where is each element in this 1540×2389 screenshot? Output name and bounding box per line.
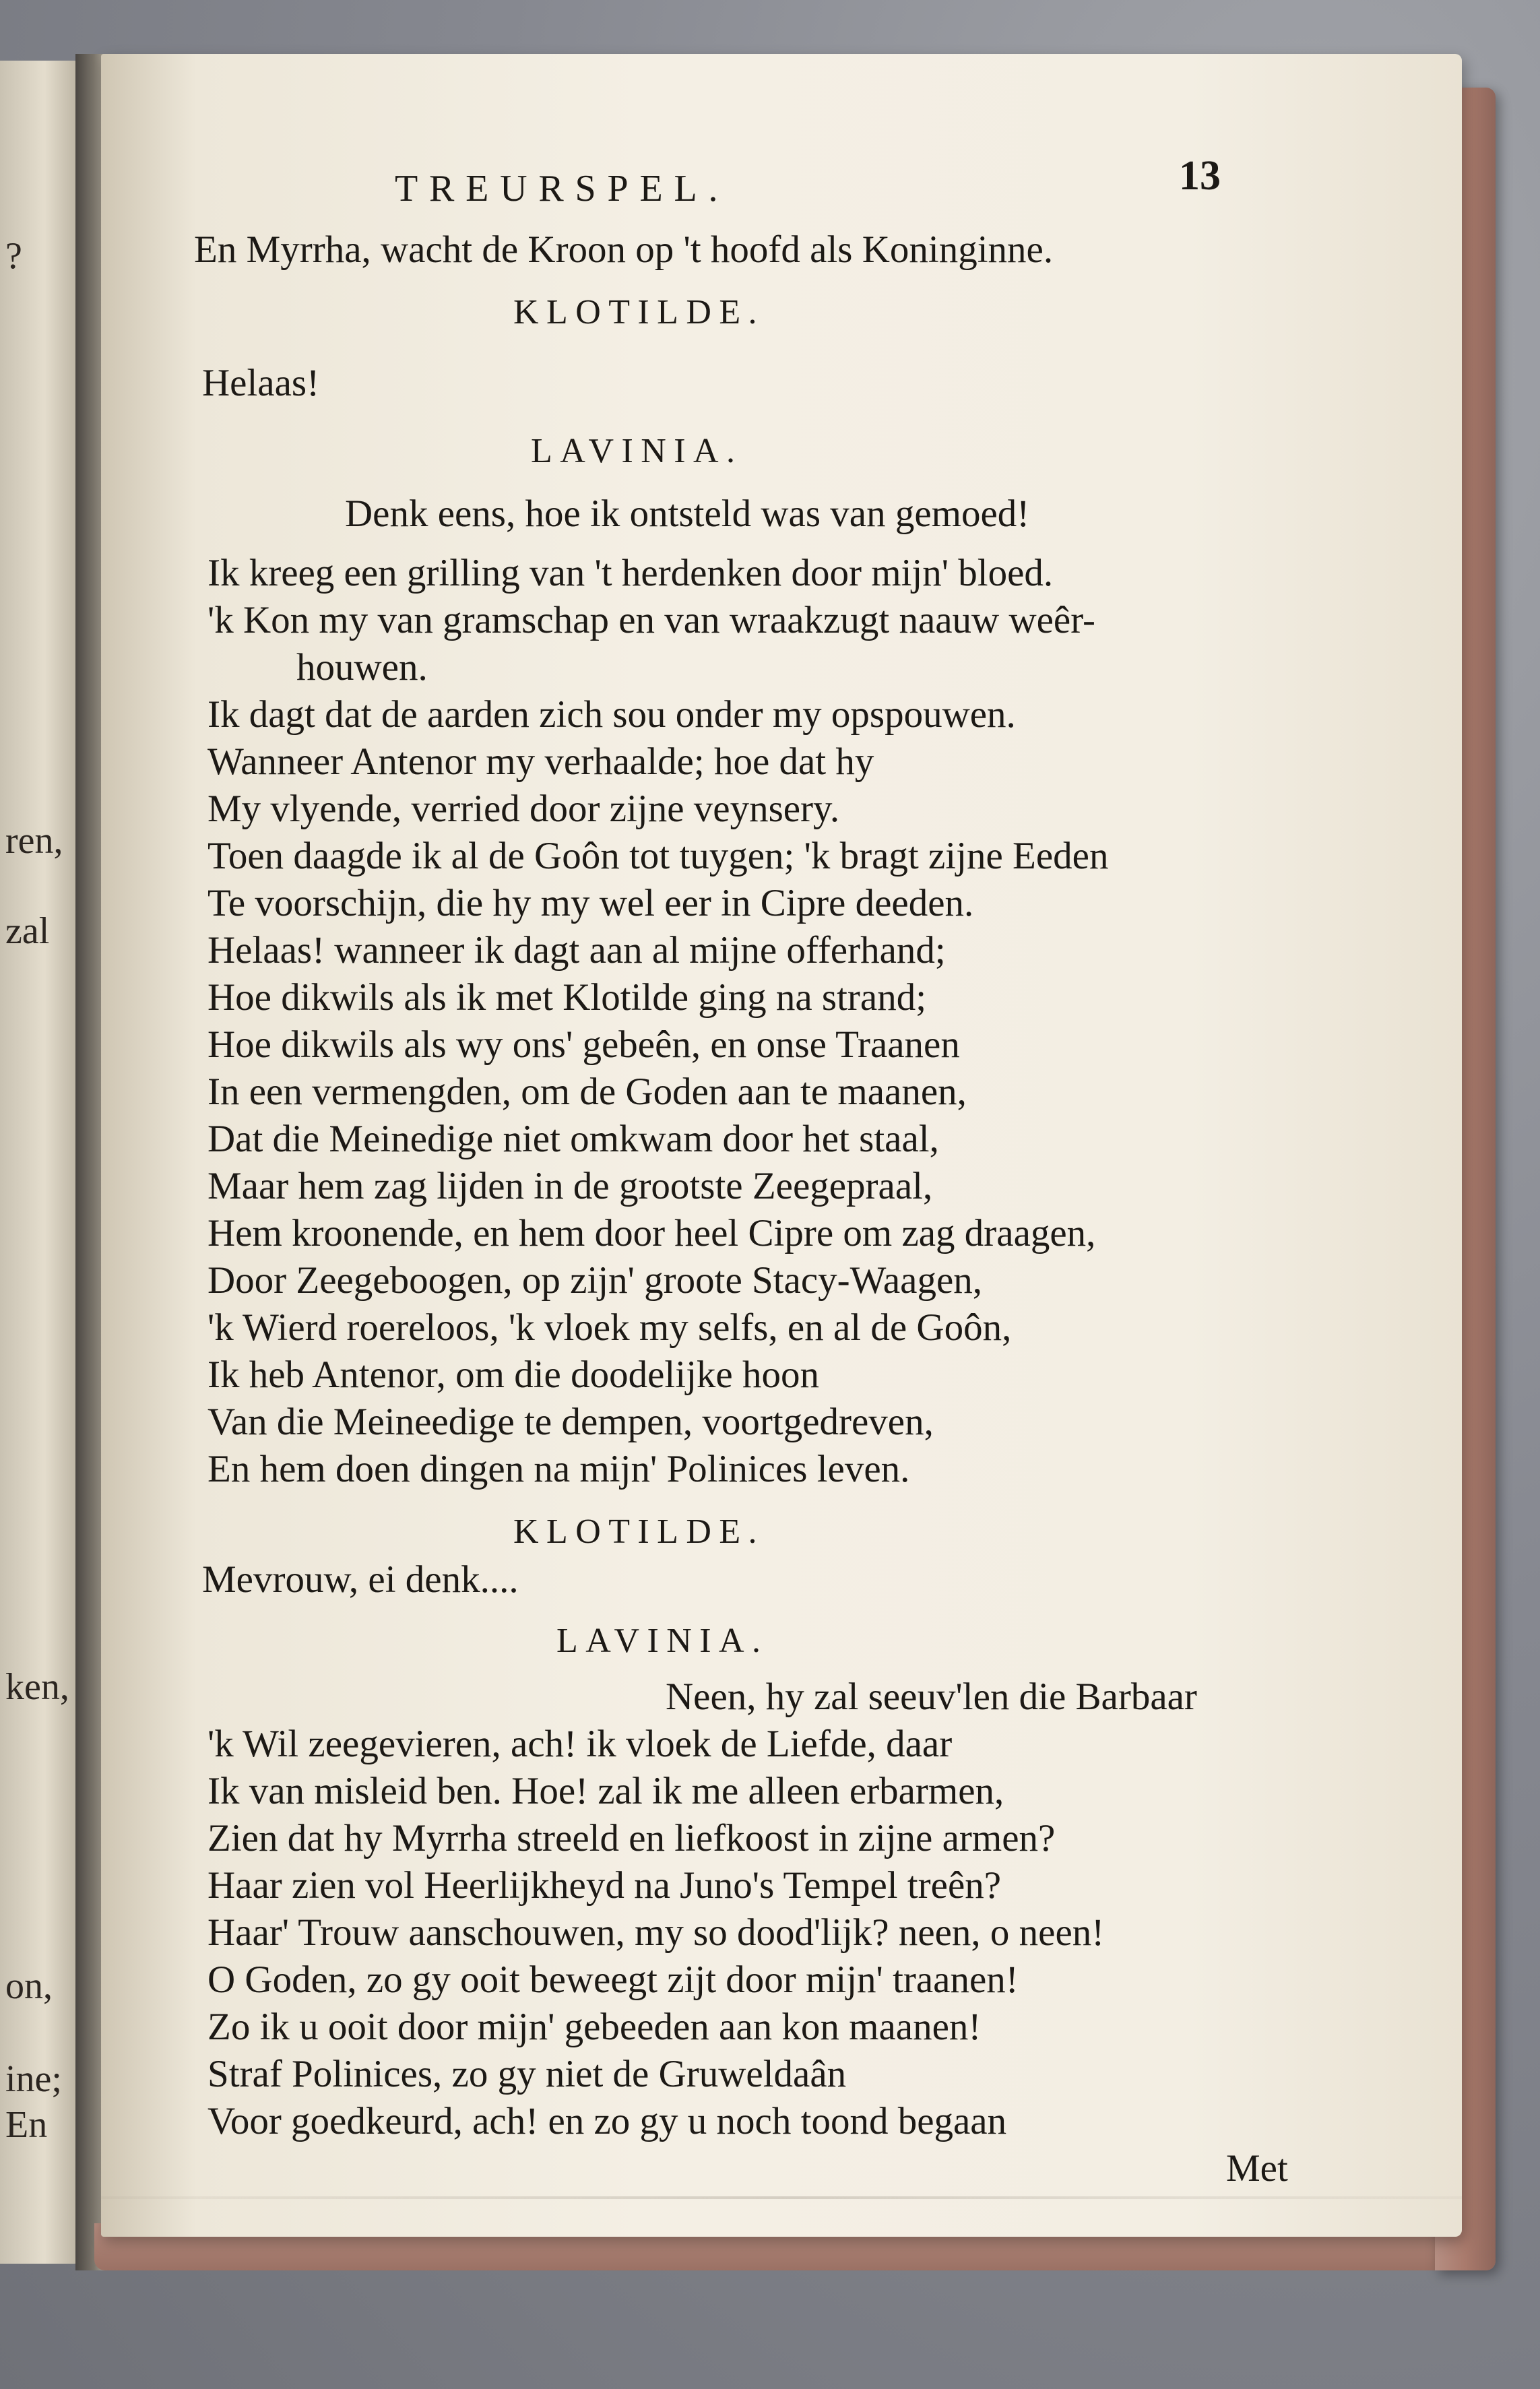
text-line: Hoe dikwils als wy ons' gebeên, en onse Traanen [207, 1023, 960, 1066]
text-line: Neen, hy zal seeuv'len die Barbaar [666, 1676, 1197, 1718]
text-line: 'k Wierd roereloos, 'k vloek my selfs, en al de Goôn, [207, 1306, 1012, 1349]
text-line: Zo ik u ooit door mijn' gebeeden aan kon maanen! [207, 2006, 982, 2048]
running-head: TREURSPEL. [395, 168, 730, 210]
text-line: Ik heb Antenor, om die doodelijke hoon [207, 1353, 819, 1396]
text-line: My vlyende, verried door zijne veynsery. [207, 788, 840, 830]
left-page-edge [0, 61, 81, 2264]
text-line: Wanneer Antenor my verhaalde; hoe dat hy [207, 740, 874, 783]
speaker-name: KLOTILDE. [513, 1512, 765, 1551]
left-page-fragment: ? [5, 235, 22, 277]
speaker-name: LAVINIA. [556, 1622, 769, 1660]
text-line: Haar' Trouw aanschouwen, my so dood'lijk? neen, o neen! [207, 1911, 1105, 1954]
speaker-name: LAVINIA. [531, 432, 743, 470]
left-page-fragment: zal [5, 910, 50, 952]
text-line: En hem doen dingen na mijn' Polinices leven. [207, 1448, 910, 1490]
text-line: Ik kreeg een grilling van 't herdenken door mijn' bloed. [207, 552, 1054, 594]
left-page-fragment: ken, [5, 1666, 69, 1708]
text-line: Helaas! wanneer ik dagt aan al mijne offerhand; [207, 929, 946, 971]
speaker-name: KLOTILDE. [513, 293, 765, 331]
text-line: Voor goedkeurd, ach! en zo gy u noch toond begaan [207, 2100, 1007, 2142]
text-line: Zien dat hy Myrrha streeld en liefkoost in zijne armen? [207, 1817, 1056, 1859]
text-line: Straf Polinices, zo gy niet de Gruweldaân [207, 2053, 847, 2095]
text-line: Ik dagt dat de aarden zich sou onder my opspouwen. [207, 693, 1016, 736]
text-line: Mevrouw, ei denk.... [202, 1558, 519, 1601]
text-line: En Myrrha, wacht de Kroon op 't hoofd als Koninginne. [194, 228, 1054, 271]
text-line: 'k Kon my van gramschap en van wraakzugt naauw weêr- [207, 599, 1096, 641]
catchword: Met [1226, 2147, 1288, 2190]
page-number: 13 [1179, 153, 1221, 199]
text-line: Door Zeegeboogen, op zijn' groote Stacy-Waagen, [207, 1259, 983, 1302]
text-line: Haar zien vol Heerlijkheyd na Juno's Tempel treên? [207, 1864, 1002, 1907]
text-line: Ik van misleid ben. Hoe! zal ik me alleen erbarmen, [207, 1770, 1004, 1812]
text-line: Dat die Meinedige niet omkwam door het staal, [207, 1118, 939, 1160]
text-line: Hoe dikwils als ik met Klotilde ging na strand; [207, 976, 927, 1019]
right-page [101, 54, 1462, 2237]
text-line: Van die Meineedige te dempen, voortgedreven, [207, 1401, 934, 1443]
text-line: 'k Wil zeegevieren, ach! ik vloek de Liefde, daar [207, 1723, 953, 1765]
text-line: Toen daagde ik al de Goôn tot tuygen; 'k bragt zijne Eeden [207, 835, 1109, 877]
text-line: In een vermengden, om de Goden aan te maanen, [207, 1071, 967, 1113]
text-line: Hem kroonende, en hem door heel Cipre om zag draagen, [207, 1212, 1096, 1254]
left-page-fragment: on, [5, 1965, 53, 2007]
text-line: Helaas! [202, 362, 320, 404]
left-page-fragment: ine; [5, 2058, 62, 2100]
left-page-fragment: En [5, 2104, 48, 2146]
text-line: Denk eens, hoe ik ontsteld was van gemoed! [345, 492, 1030, 535]
page-fold-line [101, 2196, 1462, 2199]
text-line: Te voorschijn, die hy my wel eer in Cipre deeden. [207, 882, 974, 924]
left-page-fragment: ren, [5, 820, 63, 862]
text-line: houwen. [296, 646, 428, 689]
text-line: O Goden, zo gy ooit beweegt zijt door mijn' traanen! [207, 1958, 1019, 2001]
text-line: Maar hem zag lijden in de grootste Zeegepraal, [207, 1165, 933, 1207]
